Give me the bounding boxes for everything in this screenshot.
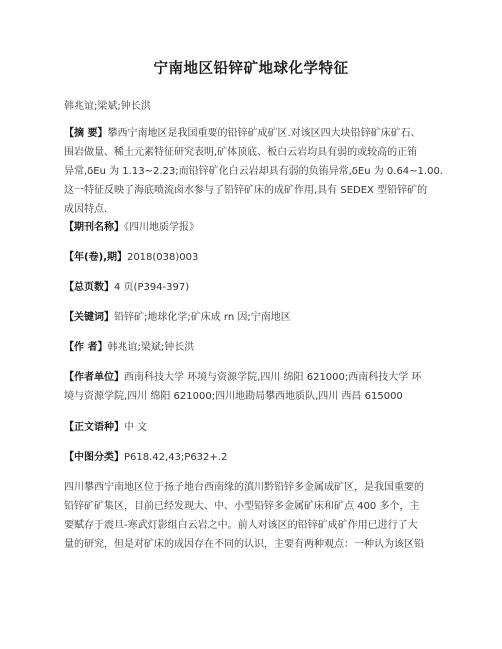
affiliation-line: 境与资源学院,四川 绵阳 621000;四川地勘局攀西地质队,四川 西昌 615000 <box>64 391 403 402</box>
journal-name-field <box>64 218 444 237</box>
affiliation-field <box>64 368 444 406</box>
abstract-section <box>64 124 444 219</box>
authors-field <box>64 338 444 357</box>
field-value: 中 文 <box>124 422 148 433</box>
field-label: 【作 者】 <box>64 342 108 353</box>
abstract-line: 攀西宁南地区是我国重要的铅锌矿成矿区.对该区四大块铅锌矿床矿石、 <box>107 128 421 139</box>
field-label: 【总页数】 <box>64 282 114 293</box>
keywords-field <box>64 308 444 327</box>
field-value: 2018(038)003 <box>126 252 199 263</box>
field-value: P618.42,43;P632+.2 <box>124 452 228 463</box>
volume-issue-field <box>64 248 444 267</box>
classification-field <box>64 448 444 467</box>
field-label: 【年(卷),期】 <box>64 252 127 263</box>
field-value: 铅锌矿;地球化学;矿床成 rn 因;宁南地区 <box>114 312 291 323</box>
field-label: 【中图分类】 <box>64 452 124 463</box>
body-line: 四川攀西宁南地区位于扬子地台西南缘的滇川黔铅锌多金属成矿区，是我国重要的 <box>64 482 424 493</box>
field-value: 4 页(P394-397) <box>114 282 190 293</box>
body-line: 要赋存于震旦-寒武灯影组白云岩之中。前人对该区的铅锌矿成矿作用已进行了大 <box>64 520 418 531</box>
page-title: 宁南地区铅锌矿地球化学特征 <box>153 61 349 77</box>
abstract-line: 成因特点. <box>64 204 108 215</box>
abstract-line: 这一特征反映了海底喷流卤水参与了铅锌矿床的成矿作用,具有 SEDEX 型铅锌矿的 <box>64 185 428 196</box>
abstract-label: 【摘 要】 <box>64 128 108 139</box>
body-line: 量的研究，但是对矿床的成因存在不同的认识，主要有两种观点：一种认为该区铅 <box>64 539 424 550</box>
language-field <box>64 418 444 437</box>
field-label: 【作者单位】 <box>64 372 124 383</box>
body-line: 铅锌矿矿集区，目前已经发现大、中、小型铅锌多金属矿床和矿点 400 多个，主 <box>64 501 420 512</box>
author-line: 韩兆谊;梁斌;钟长洪 <box>64 101 151 112</box>
field-label: 【关键词】 <box>64 312 114 323</box>
field-value: 《四川地质学报》 <box>124 222 199 233</box>
field-label: 【期刊名称】 <box>64 222 124 233</box>
field-label: 【正文语种】 <box>64 422 124 433</box>
affiliation-line: 西南科技大学 环境与资源学院,四川 绵阳 621000;西南科技大学 环 <box>124 372 422 383</box>
page-count-field <box>64 278 444 297</box>
body-text <box>64 478 444 554</box>
abstract-line: 围岩做量、稀土元素特征研究表明,矿体顶底、板白云岩均具有弱的或较高的正铕 <box>64 147 418 158</box>
field-value: 韩兆谊;梁斌;钟长洪 <box>107 342 195 353</box>
abstract-line: 异常,δEu 为 1.13~2.23;而铅锌矿化白云岩却具有弱的负铕异常,δEu 为 0.64~1.00. <box>64 166 443 177</box>
